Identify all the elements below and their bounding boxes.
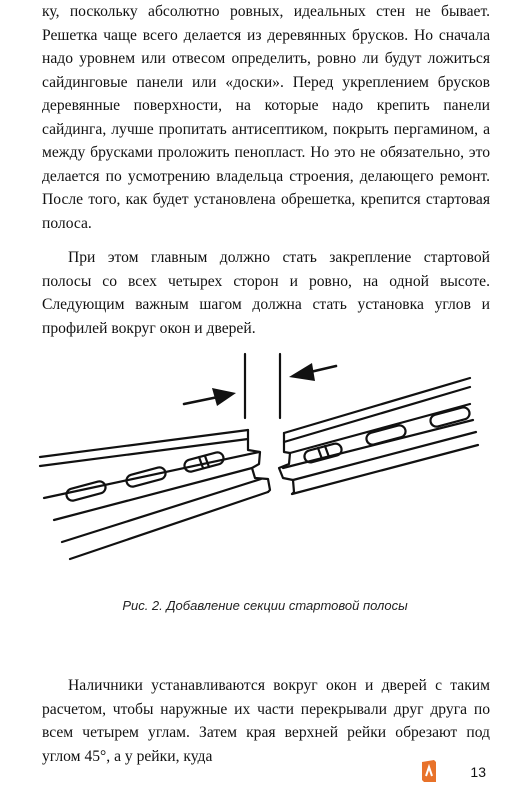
litres-logo-icon bbox=[420, 758, 438, 784]
figure-starter-strip bbox=[0, 340, 530, 590]
paragraph-3-text: Наличники устанавливаются вокруг окон и дверей с таким расчетом, чтобы наружные их части перекрывали друг друга по всем четырем углам. Затем края верхней рейки обрезают под углом 45°, а у рейки, куда bbox=[42, 677, 490, 765]
arrow-left-icon bbox=[289, 363, 336, 381]
slot-left-3 bbox=[183, 451, 225, 473]
paragraph-2 bbox=[42, 246, 490, 340]
paragraph-3 bbox=[42, 674, 490, 768]
paragraph-2-text: При этом главным должно стать закрепление стартовой полосы со всех четырех сторон и ровно, на одной высоте. Следующим важным шагом должна стать установка углов и профилей вокруг окон и дверей. bbox=[42, 249, 490, 337]
starter-strip-illustration bbox=[0, 340, 530, 590]
paragraph-1 bbox=[42, 0, 490, 235]
strip-left bbox=[40, 430, 270, 559]
strip-right bbox=[279, 378, 478, 494]
figure-caption: Рис. 2. Добавление секции стартовой полосы bbox=[122, 598, 408, 613]
arrow-right-icon bbox=[184, 388, 236, 406]
page-number: 13 bbox=[470, 764, 486, 780]
paragraph-1-text: ку, поскольку абсолютно ровных, идеальных стен не бывает. Решетка чаще всего делается из деревянных брусков. Но сначала надо уровнем или отвесом определить, ровно ли будут ложиться сайдинговые панели или «доски». Перед укреплением брусков деревянные поверхности, на которые надо крепить панели сайдинга, лучше пропитать антисептиком, покрыть пергамином, а между брусками проложить пенопласт. Но это не обязательно, это делается по усмотрению владельца строения, делающего ремонт. После того, как будет установлена обрешетка, крепится стартовая полоса. bbox=[42, 3, 490, 232]
slot-left-1 bbox=[65, 480, 107, 502]
